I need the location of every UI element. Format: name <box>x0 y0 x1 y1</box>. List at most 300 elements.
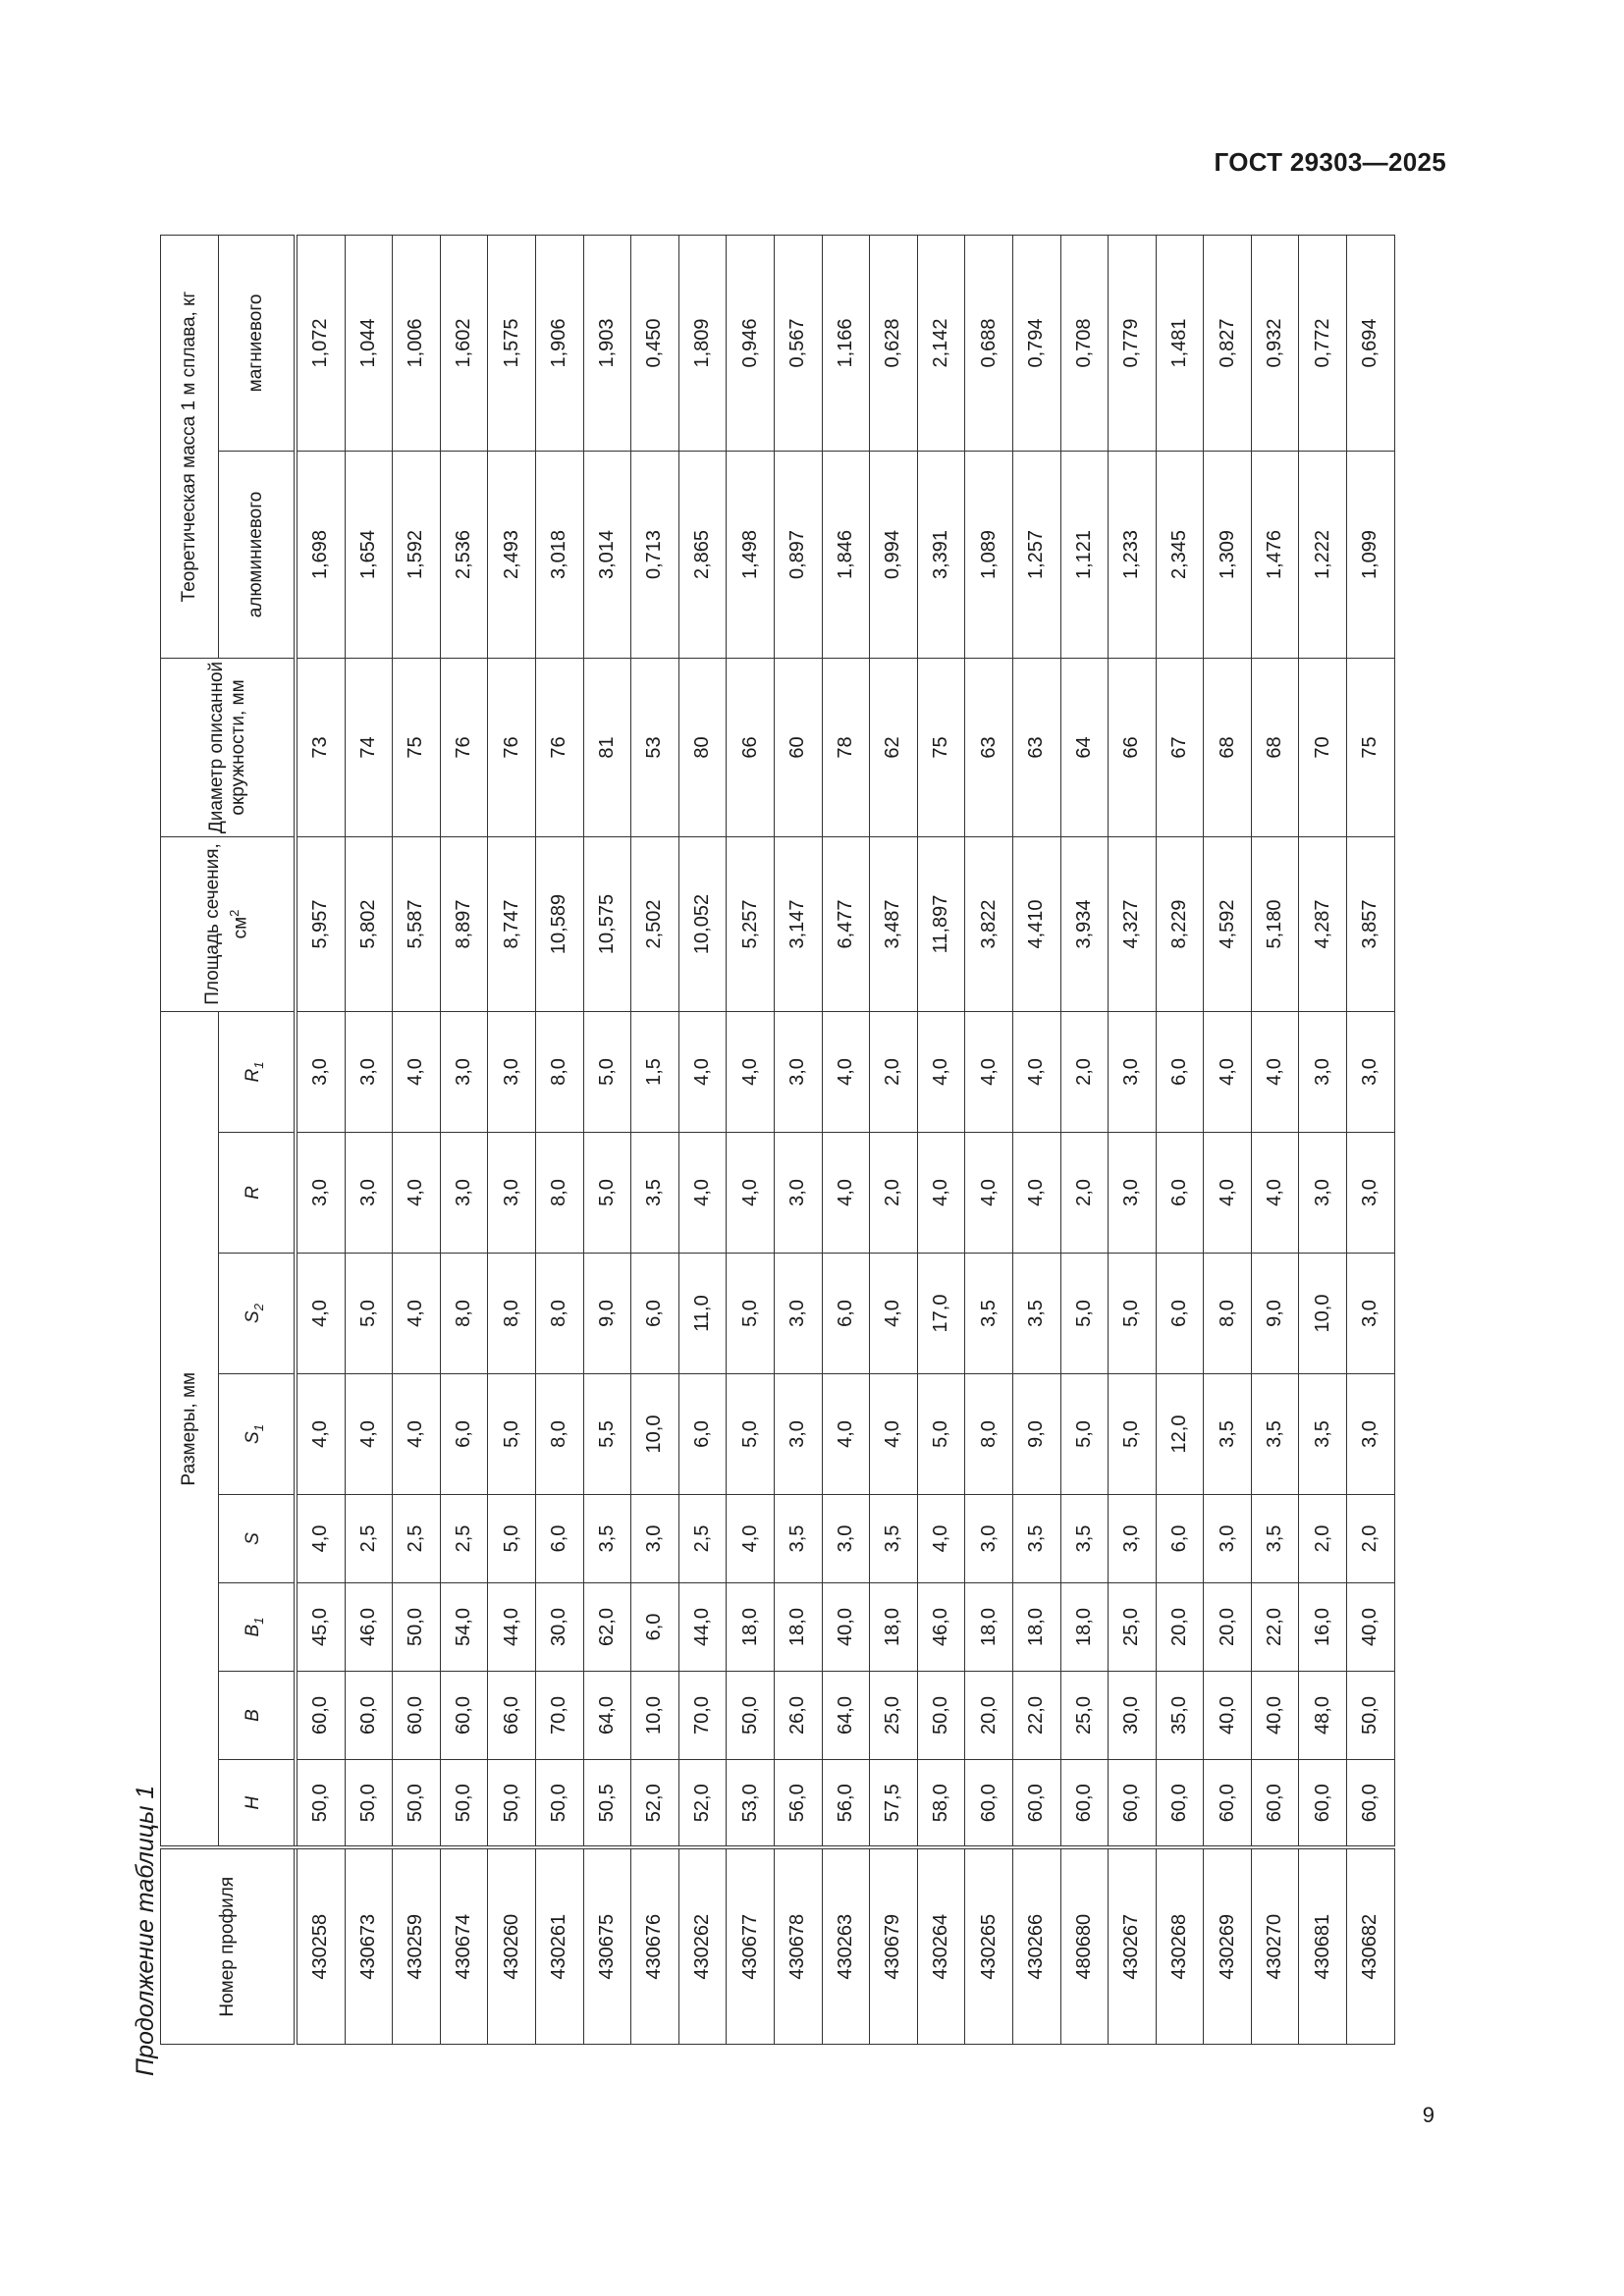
table-cell: 10,0 <box>1299 1254 1347 1374</box>
table-cell: 0,897 <box>774 451 822 658</box>
table-cell: 1,846 <box>822 451 870 658</box>
table-cell: 64 <box>1060 658 1109 836</box>
table-cell: 3,857 <box>1347 836 1395 1011</box>
table-cell: 5,0 <box>1060 1374 1109 1495</box>
table-cell: 60,0 <box>1109 1760 1157 1848</box>
table-cell: 4,0 <box>822 1133 870 1254</box>
table-cell: 6,0 <box>678 1374 727 1495</box>
table-cell: 430260 <box>488 1848 536 2045</box>
table-cell: 5,957 <box>296 836 345 1011</box>
table-cell: 60,0 <box>345 1672 393 1760</box>
table-cell: 1,222 <box>1299 451 1347 658</box>
table-cell: 3,5 <box>965 1254 1013 1374</box>
table-cell: 76 <box>440 658 488 836</box>
table-cell: 3,0 <box>1299 1011 1347 1132</box>
table-cell: 6,0 <box>631 1583 679 1672</box>
table-cell: 1,476 <box>1251 451 1299 658</box>
table-cell: 430261 <box>535 1848 583 2045</box>
header-circumscribed-diameter: Диаметр описанной окружности, мм <box>161 658 297 836</box>
header-dim-1: B <box>219 1672 297 1760</box>
table-cell: 3,0 <box>345 1011 393 1132</box>
table-cell: 1,592 <box>393 451 441 658</box>
table-cell: 45,0 <box>296 1583 345 1672</box>
table-cell: 5,0 <box>727 1374 775 1495</box>
table-cell: 60,0 <box>1012 1760 1060 1848</box>
table-cell: 3,0 <box>1299 1133 1347 1254</box>
table-cell: 2,5 <box>440 1495 488 1583</box>
table-cell: 3,0 <box>631 1495 679 1583</box>
table-cell: 64,0 <box>583 1672 631 1760</box>
table-cell: 50,0 <box>296 1760 345 1848</box>
table-cell: 12,0 <box>1156 1374 1204 1495</box>
table-cell: 30,0 <box>1109 1672 1157 1760</box>
table-cell: 1,498 <box>727 451 775 658</box>
table-cell: 2,345 <box>1156 451 1204 658</box>
rotated-table-container <box>160 236 1434 2045</box>
table-cell: 57,5 <box>870 1760 918 1848</box>
table-cell: 5,802 <box>345 836 393 1011</box>
table-cell: 430264 <box>917 1848 965 2045</box>
table-cell: 25,0 <box>1109 1583 1157 1672</box>
table-cell: 4,0 <box>727 1133 775 1254</box>
table-cell: 3,0 <box>1109 1011 1157 1132</box>
table-cell: 5,0 <box>1109 1254 1157 1374</box>
table-cell: 75 <box>917 658 965 836</box>
table-cell: 5,0 <box>1109 1374 1157 1495</box>
table-cell: 3,5 <box>1251 1495 1299 1583</box>
table-cell: 5,0 <box>1060 1254 1109 1374</box>
table-cell: 3,0 <box>1109 1495 1157 1583</box>
table-cell: 4,0 <box>296 1495 345 1583</box>
table-cell: 430266 <box>1012 1848 1060 2045</box>
table-cell: 10,0 <box>631 1672 679 1760</box>
table-cell: 0,794 <box>1012 235 1060 451</box>
table-cell: 8,0 <box>1204 1254 1252 1374</box>
table-cell: 0,567 <box>774 235 822 451</box>
table-cell: 430681 <box>1299 1848 1347 2045</box>
table-cell: 480680 <box>1060 1848 1109 2045</box>
table-cell: 3,0 <box>965 1495 1013 1583</box>
table-cell: 1,044 <box>345 235 393 451</box>
table-cell: 3,5 <box>1012 1254 1060 1374</box>
header-profile-number: Номер профиля <box>161 1848 297 2045</box>
table-cell: 60,0 <box>440 1672 488 1760</box>
table-cell: 2,0 <box>1060 1011 1109 1132</box>
table-row <box>678 235 727 2044</box>
table-cell: 50,0 <box>1347 1672 1395 1760</box>
table-cell: 3,5 <box>1299 1374 1347 1495</box>
profiles-table <box>160 235 1395 2045</box>
table-cell: 50,0 <box>345 1760 393 1848</box>
table-cell: 3,0 <box>488 1011 536 1132</box>
table-cell: 1,906 <box>535 235 583 451</box>
table-row <box>822 235 870 2044</box>
table-cell: 3,391 <box>917 451 965 658</box>
table-cell: 4,0 <box>1012 1011 1060 1132</box>
table-cell: 4,0 <box>917 1011 965 1132</box>
table-cell: 18,0 <box>1012 1583 1060 1672</box>
table-cell: 3,018 <box>535 451 583 658</box>
table-cell: 52,0 <box>631 1760 679 1848</box>
table-cell: 430678 <box>774 1848 822 2045</box>
table-cell: 75 <box>393 658 441 836</box>
table-cell: 3,0 <box>296 1133 345 1254</box>
table-cell: 50,0 <box>535 1760 583 1848</box>
table-cell: 430679 <box>870 1848 918 2045</box>
table-row <box>1299 235 1347 2044</box>
table-cell: 1,5 <box>631 1011 679 1132</box>
table-cell: 1,166 <box>822 235 870 451</box>
table-cell: 22,0 <box>1012 1672 1060 1760</box>
table-cell: 3,014 <box>583 451 631 658</box>
table-cell: 3,822 <box>965 836 1013 1011</box>
table-cell: 9,0 <box>583 1254 631 1374</box>
table-cell: 67 <box>1156 658 1204 836</box>
table-cell: 4,0 <box>727 1495 775 1583</box>
table-cell: 2,0 <box>1060 1133 1109 1254</box>
header-dim-3: S <box>219 1495 297 1583</box>
table-cell: 3,0 <box>774 1254 822 1374</box>
table-cell: 3,0 <box>296 1011 345 1132</box>
table-cell: 22,0 <box>1251 1583 1299 1672</box>
table-cell: 1,121 <box>1060 451 1109 658</box>
table-cell: 8,0 <box>535 1374 583 1495</box>
table-cell: 3,0 <box>1204 1495 1252 1583</box>
table-cell: 75 <box>1347 658 1395 836</box>
table-cell: 81 <box>583 658 631 836</box>
table-row <box>965 235 1013 2044</box>
table-cell: 80 <box>678 658 727 836</box>
table-cell: 53 <box>631 658 679 836</box>
table-row <box>296 235 345 2044</box>
table-cell: 6,0 <box>1156 1133 1204 1254</box>
table-cell: 0,779 <box>1109 235 1157 451</box>
table-cell: 68 <box>1251 658 1299 836</box>
table-cell: 8,0 <box>535 1254 583 1374</box>
table-cell: 3,5 <box>1204 1374 1252 1495</box>
table-row <box>774 235 822 2044</box>
table-cell: 18,0 <box>1060 1583 1109 1672</box>
table-cell: 64,0 <box>822 1672 870 1760</box>
table-cell: 0,827 <box>1204 235 1252 451</box>
table-row <box>1347 235 1395 2044</box>
table-cell: 430269 <box>1204 1848 1252 2045</box>
table-cell: 3,5 <box>583 1495 631 1583</box>
table-cell: 10,575 <box>583 836 631 1011</box>
header-dim-6: R <box>219 1133 297 1254</box>
header-magnesium: магниевого <box>219 235 297 451</box>
table-row <box>488 235 536 2044</box>
table-cell: 9,0 <box>1251 1254 1299 1374</box>
table-cell: 3,0 <box>1109 1133 1157 1254</box>
table-cell: 0,450 <box>631 235 679 451</box>
table-row <box>1204 235 1252 2044</box>
table-cell: 40,0 <box>1204 1672 1252 1760</box>
table-cell: 430682 <box>1347 1848 1395 2045</box>
table-cell: 4,0 <box>870 1254 918 1374</box>
header-dim-4: $S_1$ <box>219 1374 297 1495</box>
table-cell: 5,5 <box>583 1374 631 1495</box>
header-dim-0: H <box>219 1760 297 1848</box>
table-cell: 1,602 <box>440 235 488 451</box>
table-cell: 56,0 <box>774 1760 822 1848</box>
table-cell: 8,0 <box>965 1374 1013 1495</box>
table-cell: 2,0 <box>870 1133 918 1254</box>
table-cell: 0,994 <box>870 451 918 658</box>
table-cell: 5,587 <box>393 836 441 1011</box>
table-cell: 74 <box>345 658 393 836</box>
header-theoretical-mass: Теоретическая масса 1 м сплава, кг <box>161 235 219 658</box>
document-code: ГОСТ 29303—2025 <box>1214 147 1446 177</box>
table-cell: 26,0 <box>774 1672 822 1760</box>
table-cell: 18,0 <box>727 1583 775 1672</box>
table-cell: 10,589 <box>535 836 583 1011</box>
table-cell: 3,5 <box>1060 1495 1109 1583</box>
table-cell: 60,0 <box>965 1760 1013 1848</box>
table-cell: 1,006 <box>393 235 441 451</box>
table-cell: 5,0 <box>727 1254 775 1374</box>
table-cell: 40,0 <box>1251 1672 1299 1760</box>
table-cell: 4,0 <box>678 1133 727 1254</box>
table-cell: 4,0 <box>1251 1133 1299 1254</box>
table-cell: 4,287 <box>1299 836 1347 1011</box>
table-row <box>917 235 965 2044</box>
table-cell: 430258 <box>296 1848 345 2045</box>
table-row <box>440 235 488 2044</box>
table-cell: 3,0 <box>440 1133 488 1254</box>
table-cell: 4,0 <box>1204 1011 1252 1132</box>
table-cell: 2,5 <box>345 1495 393 1583</box>
table-cell: 60,0 <box>1156 1760 1204 1848</box>
table-cell: 430267 <box>1109 1848 1157 2045</box>
table-cell: 1,575 <box>488 235 536 451</box>
table-cell: 0,688 <box>965 235 1013 451</box>
table-cell: 0,772 <box>1299 235 1347 451</box>
table-cell: 10,0 <box>631 1374 679 1495</box>
table-cell: 20,0 <box>965 1672 1013 1760</box>
table-cell: 4,0 <box>393 1254 441 1374</box>
table-cell: 3,0 <box>1347 1133 1395 1254</box>
header-dim-7: $R_1$ <box>219 1011 297 1132</box>
table-cell: 6,0 <box>1156 1495 1204 1583</box>
table-cell: 76 <box>535 658 583 836</box>
table-cell: 3,0 <box>774 1374 822 1495</box>
table-cell: 3,487 <box>870 836 918 1011</box>
header-aluminium: алюминиевого <box>219 451 297 658</box>
table-cell: 18,0 <box>774 1583 822 1672</box>
table-row <box>1060 235 1109 2044</box>
table-cell: 60,0 <box>1251 1760 1299 1848</box>
table-row <box>1109 235 1157 2044</box>
table-cell: 0,713 <box>631 451 679 658</box>
table-cell: 4,0 <box>393 1133 441 1254</box>
table-cell: 1,809 <box>678 235 727 451</box>
table-cell: 0,694 <box>1347 235 1395 451</box>
table-cell: 6,0 <box>1156 1254 1204 1374</box>
table-cell: 430263 <box>822 1848 870 2045</box>
table-cell: 8,0 <box>535 1011 583 1132</box>
table-cell: 30,0 <box>535 1583 583 1672</box>
table-cell: 62,0 <box>583 1583 631 1672</box>
header-dim-5: $S_2$ <box>219 1254 297 1374</box>
table-cell: 20,0 <box>1156 1583 1204 1672</box>
table-cell: 70 <box>1299 658 1347 836</box>
table-row <box>1156 235 1204 2044</box>
table-cell: 48,0 <box>1299 1672 1347 1760</box>
table-cell: 1,309 <box>1204 451 1252 658</box>
table-cell: 4,0 <box>965 1011 1013 1132</box>
table-cell: 66,0 <box>488 1672 536 1760</box>
table-cell: 6,0 <box>440 1374 488 1495</box>
table-cell: 2,5 <box>393 1495 441 1583</box>
table-row <box>583 235 631 2044</box>
table-cell: 3,0 <box>1347 1011 1395 1132</box>
table-cell: 4,0 <box>1012 1133 1060 1254</box>
table-cell: 5,180 <box>1251 836 1299 1011</box>
table-cell: 52,0 <box>678 1760 727 1848</box>
table-cell: 60,0 <box>1347 1760 1395 1848</box>
table-cell: 430270 <box>1251 1848 1299 2045</box>
table-cell: 25,0 <box>1060 1672 1109 1760</box>
table-cell: 430675 <box>583 1848 631 2045</box>
table-cell: 8,0 <box>488 1254 536 1374</box>
table-cell: 4,0 <box>822 1011 870 1132</box>
table-cell: 60 <box>774 658 822 836</box>
table-cell: 4,0 <box>727 1011 775 1132</box>
table-cell: 4,0 <box>345 1374 393 1495</box>
table-cell: 2,142 <box>917 235 965 451</box>
table-cell: 3,0 <box>774 1011 822 1132</box>
table-cell: 8,747 <box>488 836 536 1011</box>
table-cell: 3,0 <box>1347 1254 1395 1374</box>
table-cell: 430674 <box>440 1848 488 2045</box>
table-cell: 3,5 <box>1251 1374 1299 1495</box>
table-cell: 20,0 <box>1204 1583 1252 1672</box>
table-cell: 56,0 <box>822 1760 870 1848</box>
table-cell: 35,0 <box>1156 1672 1204 1760</box>
table-cell: 1,099 <box>1347 451 1395 658</box>
table-cell: 54,0 <box>440 1583 488 1672</box>
table-cell: 4,0 <box>870 1374 918 1495</box>
table-caption: Продолжение таблицы 1 <box>132 1785 159 2076</box>
table-cell: 44,0 <box>488 1583 536 1672</box>
table-cell: 5,0 <box>488 1495 536 1583</box>
table-cell: 53,0 <box>727 1760 775 1848</box>
table-cell: 0,628 <box>870 235 918 451</box>
table-cell: 8,0 <box>440 1254 488 1374</box>
table-cell: 50,0 <box>440 1760 488 1848</box>
page-number: 9 <box>1422 2103 1435 2127</box>
table-cell: 5,0 <box>583 1011 631 1132</box>
table-cell: 50,0 <box>393 1583 441 1672</box>
table-cell: 60,0 <box>1204 1760 1252 1848</box>
table-cell: 18,0 <box>965 1583 1013 1672</box>
table-cell: 6,477 <box>822 836 870 1011</box>
table-cell: 2,5 <box>678 1495 727 1583</box>
table-cell: 44,0 <box>678 1583 727 1672</box>
table-cell: 5,0 <box>917 1374 965 1495</box>
table-cell: 6,0 <box>822 1254 870 1374</box>
table-row <box>1251 235 1299 2044</box>
table-row <box>870 235 918 2044</box>
table-cell: 6,0 <box>535 1495 583 1583</box>
table-row <box>1012 235 1060 2044</box>
table-cell: 50,0 <box>727 1672 775 1760</box>
table-cell: 40,0 <box>1347 1583 1395 1672</box>
table-cell: 4,0 <box>393 1374 441 1495</box>
table-cell: 3,0 <box>1347 1374 1395 1495</box>
table-cell: 11,0 <box>678 1254 727 1374</box>
table-cell: 46,0 <box>345 1583 393 1672</box>
table-cell: 430259 <box>393 1848 441 2045</box>
table-cell: 9,0 <box>1012 1374 1060 1495</box>
table-cell: 50,0 <box>393 1760 441 1848</box>
header-dimensions: Размеры, мм <box>161 1011 219 1847</box>
table-cell: 60,0 <box>1060 1760 1109 1848</box>
table-cell: 2,0 <box>870 1011 918 1132</box>
header-section-area: Площадь сечения, $см^2$ <box>161 836 297 1011</box>
table-cell: 73 <box>296 658 345 836</box>
table-cell: 58,0 <box>917 1760 965 1848</box>
table-row <box>393 235 441 2044</box>
table-cell: 1,698 <box>296 451 345 658</box>
table-cell: 3,5 <box>1012 1495 1060 1583</box>
table-cell: 60,0 <box>296 1672 345 1760</box>
table-cell: 40,0 <box>822 1583 870 1672</box>
table-cell: 430677 <box>727 1848 775 2045</box>
table-cell: 4,0 <box>1251 1011 1299 1132</box>
table-cell: 430673 <box>345 1848 393 2045</box>
table-cell: 3,0 <box>440 1011 488 1132</box>
table-cell: 63 <box>1012 658 1060 836</box>
table-cell: 1,233 <box>1109 451 1157 658</box>
table-cell: 4,0 <box>1204 1133 1252 1254</box>
table-cell: 4,0 <box>917 1133 965 1254</box>
table-cell: 66 <box>1109 658 1157 836</box>
table-cell: 5,0 <box>583 1133 631 1254</box>
table-cell: 0,708 <box>1060 235 1109 451</box>
table-cell: 2,493 <box>488 451 536 658</box>
table-cell: 4,327 <box>1109 836 1157 1011</box>
table-cell: 1,654 <box>345 451 393 658</box>
table-cell: 18,0 <box>870 1583 918 1672</box>
table-row <box>345 235 393 2044</box>
table-cell: 3,5 <box>631 1133 679 1254</box>
table-cell: 63 <box>965 658 1013 836</box>
table-row <box>727 235 775 2044</box>
table-cell: 16,0 <box>1299 1583 1347 1672</box>
table-cell: 2,0 <box>1299 1495 1347 1583</box>
table-cell: 8,897 <box>440 836 488 1011</box>
table-cell: 4,0 <box>296 1254 345 1374</box>
table-cell: 4,0 <box>965 1133 1013 1254</box>
table-cell: 0,946 <box>727 235 775 451</box>
table-cell: 3,5 <box>870 1495 918 1583</box>
table-cell: 6,0 <box>631 1254 679 1374</box>
table-cell: 5,0 <box>488 1374 536 1495</box>
table-row <box>631 235 679 2044</box>
table-cell: 430676 <box>631 1848 679 2045</box>
table-cell: 25,0 <box>870 1672 918 1760</box>
table-cell: 46,0 <box>917 1583 965 1672</box>
table-cell: 4,0 <box>822 1374 870 1495</box>
table-cell: 17,0 <box>917 1254 965 1374</box>
table-cell: 1,903 <box>583 235 631 451</box>
table-cell: 3,0 <box>488 1133 536 1254</box>
table-cell: 10,052 <box>678 836 727 1011</box>
table-cell: 70,0 <box>535 1672 583 1760</box>
table-cell: 70,0 <box>678 1672 727 1760</box>
